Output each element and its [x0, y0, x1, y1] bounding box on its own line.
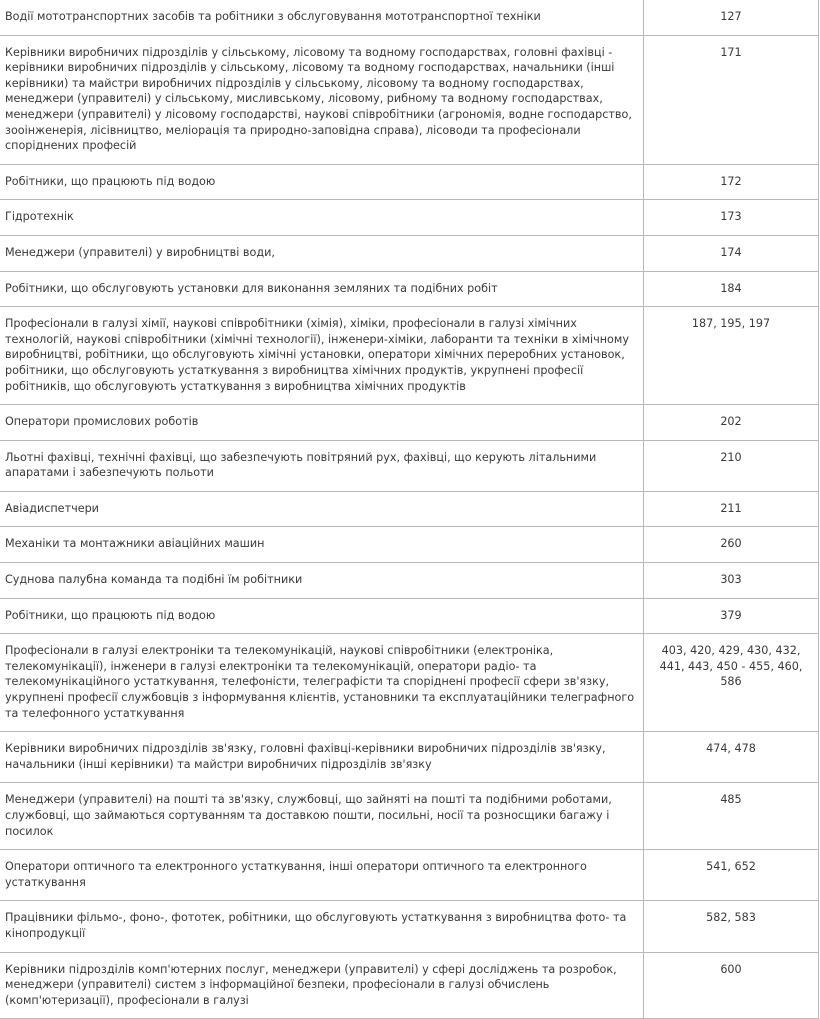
occupation-cell: Професіонали в галузі хімії, наукові співробітники (хімія), хіміки, професіонали в галузі хімічних технологій, наукові співробітники (хімічні технології), інженери-хіміки, лаборанти та техніки в хімічному виробництві, робітники, що обслуговують хімічні установки, оператори хімічних переробних установок, робітники, що обслуговують устаткування з виробництва хімічних продуктів, укрупнені професії робітників, що обслуговують устаткування з виробництва хімічних продуктів — [0, 307, 644, 405]
table-row — [0, 952, 819, 1019]
occupation-cell: Керівники виробничих підрозділів у сільському, лісовому та водному господарствах, головні фахівці - керівники виробничих підрозділів у сільському, лісовому та водному господарствах, начальники (інші керівники) та майстри виробничих підрозділів у сільському, лісовому та водному господарствах, менеджери (управителі) у сільському, мисливському, лісовому, рибному та водному господарствах, менеджери (управителі) у лісовому господарстві, наукові співробітники (агрономія, водне господарство, зооінженерія, лісівництво, меліорація та природно-заповідна справа), лісоводи та професіонали споріднених професій — [0, 35, 644, 164]
code-cell: 303 — [644, 563, 819, 599]
table-row — [0, 405, 819, 441]
table-row — [0, 783, 819, 850]
table-row — [0, 491, 819, 527]
code-cell: 174 — [644, 235, 819, 271]
code-cell: 600 — [644, 952, 819, 1019]
table-row — [0, 563, 819, 599]
occupation-cell: Керівники підрозділів комп'ютерних послуг, менеджери (управителі) у сфері досліджень та розробок, менеджери (управителі) систем з інформаційної безпеки, професіонали в галузі обчислень (комп'ютеризації), професіонали в галузі — [0, 952, 644, 1019]
table-row — [0, 598, 819, 634]
table-row — [0, 164, 819, 200]
occupation-cell: Авіадиспетчери — [0, 491, 644, 527]
code-cell: 202 — [644, 405, 819, 441]
occupation-cell: Суднова палубна команда та подібні їм робітники — [0, 563, 644, 599]
occupation-cell: Працівники фільмо-, фоно-, фототек, робітники, що обслуговують устаткування з виробництва фото- та кінопродукції — [0, 901, 644, 952]
table-row — [0, 0, 819, 35]
code-cell: 474, 478 — [644, 732, 819, 783]
code-cell: 184 — [644, 271, 819, 307]
occupation-cell: Гідротехнік — [0, 200, 644, 236]
table-row — [0, 440, 819, 491]
table-row — [0, 200, 819, 236]
occupation-cell: Оператори промислових роботів — [0, 405, 644, 441]
code-cell: 379 — [644, 598, 819, 634]
table-row — [0, 271, 819, 307]
code-cell: 582, 583 — [644, 901, 819, 952]
occupation-cell: Механіки та монтажники авіаційних машин — [0, 527, 644, 563]
occupation-cell: Менеджери (управителі) на пошті та зв'язку, службовці, що зайняті на пошті та подібними роботами, службовці, що займаються сортуванням та доставкою пошти, посильні, носії та розносщики багажу і посилок — [0, 783, 644, 850]
occupation-cell: Льотні фахівці, технічні фахівці, що забезпечують повітряний рух, фахівці, що керують літальними апаратами і забезпечують польоти — [0, 440, 644, 491]
table-row — [0, 35, 819, 164]
code-cell: 171 — [644, 35, 819, 164]
code-cell: 127 — [644, 0, 819, 35]
occupation-cell: Робітники, що обслуговують установки для виконання земляних та подібних робіт — [0, 271, 644, 307]
code-cell: 541, 652 — [644, 850, 819, 901]
code-cell: 210 — [644, 440, 819, 491]
code-cell: 211 — [644, 491, 819, 527]
table-row — [0, 307, 819, 405]
table-row — [0, 732, 819, 783]
code-cell: 403, 420, 429, 430, 432, 441, 443, 450 - 455, 460, 586 — [644, 634, 819, 732]
occupation-cell: Оператори оптичного та електронного устаткування, інші оператори оптичного та електронного устаткування — [0, 850, 644, 901]
code-cell: 260 — [644, 527, 819, 563]
table-row — [0, 235, 819, 271]
code-cell: 485 — [644, 783, 819, 850]
occupation-cell: Робітники, що працюють під водою — [0, 598, 644, 634]
occupation-cell: Керівники виробничих підрозділів зв'язку, головні фахівці-керівники виробничих підрозділів зв'язку, начальники (інші керівники) та майстри виробничих підрозділів зв'язку — [0, 732, 644, 783]
occupation-cell: Професіонали в галузі електроніки та телекомунікацій, наукові співробітники (електроніка, телекомунікації), інженери в галузі електроніки та телекомунікацій, оператори радіо- та телекомунікаційного устаткування, телефоністи, телеграфісти та споріднені професії сфери зв'язку, укрупнені професії службовців з інформування клієнтів, установники та експлуатаційники телеграфного та телефонного устаткування — [0, 634, 644, 732]
occupation-cell: Менеджери (управителі) у виробництві води, — [0, 235, 644, 271]
table-row — [0, 527, 819, 563]
code-cell: 187, 195, 197 — [644, 307, 819, 405]
table-row — [0, 634, 819, 732]
code-cell: 172 — [644, 164, 819, 200]
table-row — [0, 901, 819, 952]
occupation-cell: Водії мототранспортних засобів та робітники з обслуговування мототранспортної техніки — [0, 0, 644, 35]
table-row — [0, 850, 819, 901]
occupation-cell: Робітники, що працюють під водою — [0, 164, 644, 200]
code-cell: 173 — [644, 200, 819, 236]
